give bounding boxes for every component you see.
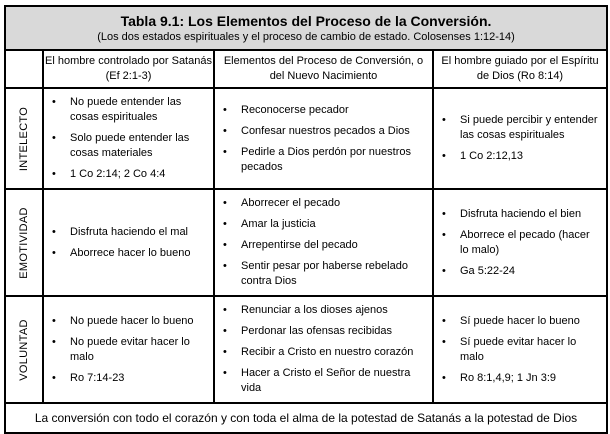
row-label: EMOTIVIDAD: [18, 206, 30, 279]
list-item: • Recibir a Cristo en nuestro corazón: [241, 345, 426, 360]
table-footer: La conversión con todo el corazón y con toda el alma de la potestad de Satanás a la potestad de Dios: [5, 403, 607, 433]
bullet-list: [44, 95, 213, 182]
table-title-cell: [5, 6, 607, 50]
list-item: • Ro 8:1,4,9; 1 Jn 3:9: [460, 371, 600, 386]
list-item: • Disfruta haciendo el bien: [460, 207, 600, 222]
list-item: • Confesar nuestros pecados a Dios: [241, 124, 426, 139]
list-item: • Ro 7:14-23: [70, 371, 207, 386]
column-header: Elementos del Proceso de Conversión, o del Nuevo Nacimiento: [214, 50, 433, 88]
content-cell: [43, 296, 214, 403]
list-item: • Sentir pesar por haberse rebelado contra Dios: [241, 259, 426, 289]
row-label-cell: [5, 88, 43, 189]
list-item: • No puede hacer lo bueno: [70, 314, 207, 329]
list-item: • 1 Co 2:12,13: [460, 149, 600, 164]
list-item: • Aborrece hacer lo bueno: [70, 246, 207, 261]
table-row: [5, 189, 607, 296]
list-item: • No puede entender las cosas espirituales: [70, 95, 207, 125]
bullet-list: [215, 303, 432, 396]
list-item: • Disfruta haciendo el mal: [70, 225, 207, 240]
row-label-cell: [5, 189, 43, 296]
corner-cell: [5, 50, 43, 88]
bullet-list: [44, 225, 213, 261]
list-item: • Aborrecer el pecado: [241, 196, 426, 211]
bullet-list: [215, 196, 432, 289]
list-item: • Solo puede entender las cosas materiales: [70, 131, 207, 161]
list-item: • Reconocerse pecador: [241, 103, 426, 118]
table-title: Tabla 9.1: Los Elementos del Proceso de la Conversión.: [120, 13, 492, 29]
content-cell: [43, 88, 214, 189]
list-item: • Ga 5:22-24: [460, 264, 600, 279]
content-cell: [214, 189, 433, 296]
conversion-table: [4, 5, 608, 434]
column-header: El hombre controlado por Satanás (Ef 2:1-3): [43, 50, 214, 88]
bullet-list: [434, 113, 606, 164]
list-item: • Sí puede hacer lo bueno: [460, 314, 600, 329]
content-cell: [433, 296, 607, 403]
row-label: INTELECTO: [18, 106, 30, 171]
list-item: • Pedirle a Dios perdón por nuestros pecados: [241, 145, 426, 175]
list-item: • Amar la justicia: [241, 217, 426, 232]
row-label: VOLUNTAD: [18, 318, 30, 381]
bullet-list: [44, 314, 213, 386]
list-item: • Si puede percibir y entender las cosas espirituales: [460, 113, 600, 143]
list-item: • 1 Co 2:14; 2 Co 4:4: [70, 167, 207, 182]
content-cell: [214, 296, 433, 403]
list-item: • No puede evitar hacer lo malo: [70, 335, 207, 365]
row-label-cell: [5, 296, 43, 403]
content-cell: [433, 189, 607, 296]
list-item: • Perdonar las ofensas recibidas: [241, 324, 426, 339]
list-item: • Arrepentirse del pecado: [241, 238, 426, 253]
content-cell: [433, 88, 607, 189]
list-item: • Sí puede evitar hacer lo malo: [460, 335, 600, 365]
bullet-list: [434, 314, 606, 386]
content-cell: [43, 189, 214, 296]
bullet-list: [434, 207, 606, 279]
bullet-list: [215, 103, 432, 175]
list-item: • Aborrece el pecado (hacer lo malo): [460, 228, 600, 258]
table-row: [5, 296, 607, 403]
table-subtitle: (Los dos estados espirituales y el proceso de cambio de estado. Colosenses 1:12-14): [97, 31, 515, 43]
content-cell: [214, 88, 433, 189]
list-item: • Renunciar a los dioses ajenos: [241, 303, 426, 318]
column-header: El hombre guiado por el Espíritu de Dios (Ro 8:14): [433, 50, 607, 88]
list-item: • Hacer a Cristo el Señor de nuestra vida: [241, 366, 426, 396]
table-row: [5, 88, 607, 189]
